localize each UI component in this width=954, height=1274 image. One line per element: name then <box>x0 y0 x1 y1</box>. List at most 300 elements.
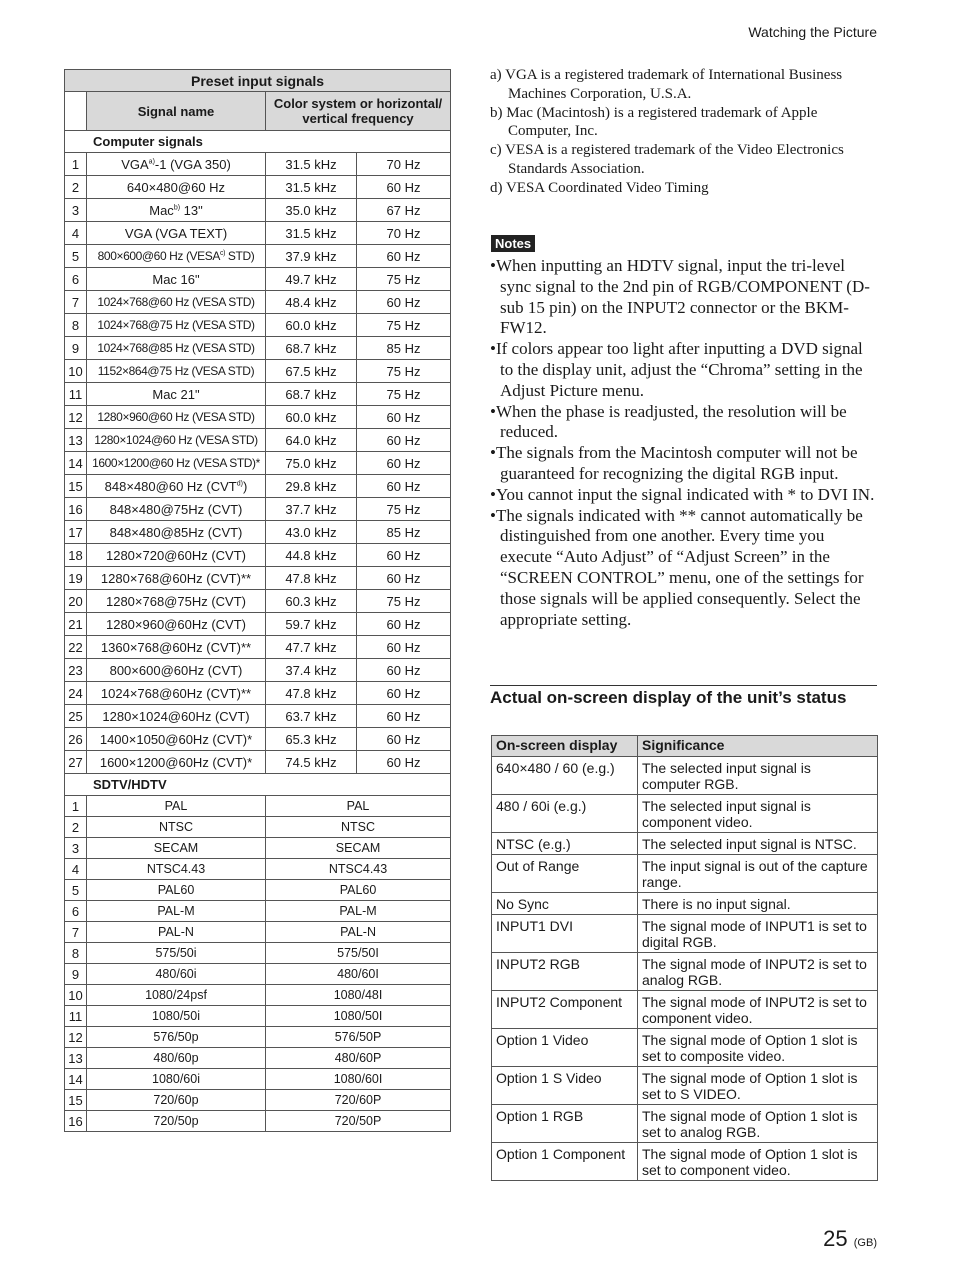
color-system: PAL <box>266 796 451 817</box>
significance: The signal mode of Option 1 slot is set to S VIDEO. <box>638 1067 878 1105</box>
horizontal-frequency: 60.0 kHz <box>266 406 357 429</box>
row-number: 10 <box>65 360 87 383</box>
on-screen-display: Out of Range <box>492 855 638 893</box>
table-row <box>65 176 451 199</box>
color-system: SECAM <box>266 838 451 859</box>
signal-name: PAL-M <box>87 901 266 922</box>
signal-name-text: 1280×1024@60Hz (CVT) <box>102 708 250 724</box>
signal-name-text: 848×480@60 Hz (CVT <box>104 478 237 494</box>
table-row <box>65 1090 451 1111</box>
row-number: 27 <box>65 751 87 774</box>
sdtv-section-row <box>65 774 451 796</box>
notes-list <box>490 256 880 630</box>
table-row <box>65 1027 451 1048</box>
signal-name-suffix: 13" <box>180 202 203 218</box>
signal-name <box>87 567 266 590</box>
table-row <box>65 859 451 880</box>
table-row <box>492 893 878 915</box>
row-number: 9 <box>65 964 87 985</box>
row-number: 19 <box>65 567 87 590</box>
table-row <box>65 199 451 222</box>
table-row <box>492 833 878 855</box>
table-row <box>492 991 878 1029</box>
signal-name <box>87 452 266 475</box>
on-screen-display: Option 1 S Video <box>492 1067 638 1105</box>
table-row <box>65 1006 451 1027</box>
computer-signals-heading: Computer signals <box>65 131 451 153</box>
note-text: When the phase is readjusted, the resolution will be reduced. <box>495 401 847 442</box>
horizontal-frequency: 60.0 kHz <box>266 314 357 337</box>
footnotes <box>490 66 880 198</box>
table-row <box>65 268 451 291</box>
table-row <box>65 751 451 774</box>
status-section-title: Actual on-screen display of the unit’s status <box>490 688 847 707</box>
footnote-mark: c) <box>219 250 225 257</box>
table-row <box>65 590 451 613</box>
significance: The signal mode of Option 1 slot is set to component video. <box>638 1143 878 1181</box>
significance: The input signal is out of the capture range. <box>638 855 878 893</box>
signal-name: 1080/24psf <box>87 985 266 1006</box>
status-display-table <box>491 735 878 1181</box>
color-system: 575/50I <box>266 943 451 964</box>
significance: The signal mode of INPUT2 is set to analog RGB. <box>638 953 878 991</box>
signal-name <box>87 176 266 199</box>
signal-name-text: Mac 21" <box>152 386 200 402</box>
horizontal-frequency: 65.3 kHz <box>266 728 357 751</box>
table-row <box>65 728 451 751</box>
horizontal-frequency: 63.7 kHz <box>266 705 357 728</box>
row-number: 18 <box>65 544 87 567</box>
color-system: 576/50P <box>266 1027 451 1048</box>
table-row <box>492 1143 878 1181</box>
signal-name-text: VGA (VGA TEXT) <box>124 225 228 241</box>
table-row <box>492 757 878 795</box>
color-system: PAL-N <box>266 922 451 943</box>
color-system: 480/60P <box>266 1048 451 1069</box>
row-number: 24 <box>65 682 87 705</box>
note-text: The signals indicated with ** cannot automatically be distinguished from one another. Every time you execute “Auto Adjust” of “Adjust Screen” in the “SCREEN CONTROL” menu, one of the settings for those signals will be applied consequently. Select the appropriate setting. <box>495 505 864 629</box>
computer-section-row <box>65 131 451 153</box>
vertical-frequency: 75 Hz <box>357 590 451 613</box>
horizontal-frequency: 67.5 kHz <box>266 360 357 383</box>
note-item: •You cannot input the signal indicated with * to DVI IN. <box>490 484 875 504</box>
signal-name <box>87 429 266 452</box>
row-number: 11 <box>65 383 87 406</box>
significance: The signal mode of INPUT2 is set to component video. <box>638 991 878 1029</box>
signal-name-text: 1400×1050@60Hz (CVT)* <box>99 731 253 747</box>
row-number: 10 <box>65 985 87 1006</box>
preset-input-signals-table <box>64 69 451 1132</box>
vertical-frequency: 60 Hz <box>357 659 451 682</box>
horizontal-frequency: 49.7 kHz <box>266 268 357 291</box>
on-screen-display: Option 1 Video <box>492 1029 638 1067</box>
signal-name <box>87 636 266 659</box>
vertical-frequency: 85 Hz <box>357 521 451 544</box>
signal-name-text: 1280×720@60Hz (CVT) <box>105 547 247 563</box>
table-row <box>65 985 451 1006</box>
significance: The signal mode of Option 1 slot is set to composite video. <box>638 1029 878 1067</box>
table-row <box>65 521 451 544</box>
signal-name: 720/60p <box>87 1090 266 1111</box>
row-number: 3 <box>65 199 87 222</box>
signal-name-suffix: STD) <box>225 249 255 263</box>
running-header: Watching the Picture <box>748 24 877 40</box>
vertical-frequency: 67 Hz <box>357 199 451 222</box>
signal-name <box>87 705 266 728</box>
color-system: NTSC4.43 <box>266 859 451 880</box>
signal-name <box>87 383 266 406</box>
horizontal-frequency: 59.7 kHz <box>266 613 357 636</box>
row-number: 16 <box>65 498 87 521</box>
vertical-frequency: 60 Hz <box>357 682 451 705</box>
signal-name: SECAM <box>87 838 266 859</box>
signal-name-text: 1280×960@60 Hz (VESA STD) <box>97 410 255 424</box>
signal-name-text: 848×480@75Hz (CVT) <box>109 501 243 517</box>
table-row <box>65 567 451 590</box>
vertical-frequency: 60 Hz <box>357 544 451 567</box>
signal-name <box>87 590 266 613</box>
table-row <box>65 705 451 728</box>
row-number: 15 <box>65 475 87 498</box>
signal-name <box>87 291 266 314</box>
vertical-frequency: 70 Hz <box>357 153 451 176</box>
table-row <box>65 337 451 360</box>
vertical-frequency: 60 Hz <box>357 291 451 314</box>
signal-name <box>87 360 266 383</box>
signal-name-text: 1024×768@85 Hz (VESA STD) <box>97 341 255 355</box>
signal-name-text: 1024×768@60Hz (CVT)** <box>100 685 252 701</box>
row-number: 21 <box>65 613 87 636</box>
note-text: When inputting an HDTV signal, input the tri-level sync signal to the 2nd pin of RGB/COMPONENT (D-sub 15 pin) on the INPUT2 connector or the BKM-FW12. <box>495 256 870 338</box>
horizontal-frequency: 68.7 kHz <box>266 337 357 360</box>
horizontal-frequency: 60.3 kHz <box>266 590 357 613</box>
horizontal-frequency: 37.7 kHz <box>266 498 357 521</box>
row-number: 26 <box>65 728 87 751</box>
horizontal-frequency: 31.5 kHz <box>266 222 357 245</box>
horizontal-frequency: 68.7 kHz <box>266 383 357 406</box>
signal-name-text: 1280×1024@60 Hz (VESA STD) <box>94 433 258 447</box>
signal-name-text: Mac <box>149 202 174 218</box>
horizontal-frequency: 35.0 kHz <box>266 199 357 222</box>
signal-name: 480/60p <box>87 1048 266 1069</box>
horizontal-frequency: 31.5 kHz <box>266 176 357 199</box>
signal-name-text: 1360×768@60Hz (CVT)** <box>100 639 252 655</box>
note-item: •The signals from the Macintosh computer will not be guaranteed for recognizing the digital RGB input. <box>490 443 858 483</box>
table-row <box>65 880 451 901</box>
row-number: 2 <box>65 176 87 199</box>
table-row <box>65 659 451 682</box>
vertical-frequency: 60 Hz <box>357 636 451 659</box>
signal-name: 575/50i <box>87 943 266 964</box>
signal-name: NTSC <box>87 817 266 838</box>
vertical-frequency: 60 Hz <box>357 705 451 728</box>
section-rule <box>490 685 877 686</box>
vertical-frequency: 60 Hz <box>357 567 451 590</box>
table-row <box>65 383 451 406</box>
signal-name <box>87 521 266 544</box>
vertical-frequency: 60 Hz <box>357 429 451 452</box>
signal-name-suffix: -1 (VGA 350) <box>154 156 231 172</box>
signal-name <box>87 406 266 429</box>
signal-name-text: 1024×768@60 Hz (VESA STD) <box>97 295 255 309</box>
preset-table-title: Preset input signals <box>65 70 451 92</box>
row-number: 14 <box>65 1069 87 1090</box>
vertical-frequency: 75 Hz <box>357 268 451 291</box>
table-row <box>65 838 451 859</box>
table-row <box>65 1111 451 1132</box>
row-number: 8 <box>65 943 87 964</box>
horizontal-frequency: 48.4 kHz <box>266 291 357 314</box>
sdtv-heading: SDTV/HDTV <box>65 774 451 796</box>
table-row <box>65 682 451 705</box>
signal-name-text: 1280×768@60Hz (CVT)** <box>100 570 252 586</box>
row-number: 5 <box>65 880 87 901</box>
row-number: 25 <box>65 705 87 728</box>
on-screen-display-header: On-screen display <box>492 736 638 757</box>
vertical-frequency: 85 Hz <box>357 337 451 360</box>
horizontal-frequency: 44.8 kHz <box>266 544 357 567</box>
significance: The selected input signal is computer RGB. <box>638 757 878 795</box>
signal-name-text: Mac 16" <box>152 271 200 287</box>
signal-name-text: 800×600@60Hz (CVT) <box>109 662 243 678</box>
horizontal-frequency: 47.8 kHz <box>266 567 357 590</box>
note-text: The signals from the Macintosh computer will not be guaranteed for recognizing the digital RGB input. <box>495 443 858 483</box>
row-number: 16 <box>65 1111 87 1132</box>
horizontal-frequency: 37.4 kHz <box>266 659 357 682</box>
table-row <box>65 964 451 985</box>
signal-name: 480/60i <box>87 964 266 985</box>
signal-name: 1080/50i <box>87 1006 266 1027</box>
note-text: If colors appear too light after inputting a DVD signal to the display unit, adjust the “Chroma” setting in the Adjust Picture menu. <box>495 339 863 400</box>
table-row <box>65 475 451 498</box>
signal-name <box>87 314 266 337</box>
footnote-mark: d) <box>236 480 243 488</box>
footnote: b) Mac (Macintosh) is a registered trademark of Apple Computer, Inc. <box>490 104 818 139</box>
significance-header: Significance <box>638 736 878 757</box>
table-row <box>65 245 451 268</box>
table-row <box>65 613 451 636</box>
horizontal-frequency: 29.8 kHz <box>266 475 357 498</box>
row-number: 9 <box>65 337 87 360</box>
color-system: NTSC <box>266 817 451 838</box>
color-system: 720/50P <box>266 1111 451 1132</box>
note-item: •When inputting an HDTV signal, input the tri-level sync signal to the 2nd pin of RGB/COMPONENT (D-sub 15 pin) on the INPUT2 connector or the BKM-FW12. <box>490 256 870 338</box>
significance: The selected input signal is NTSC. <box>638 833 878 855</box>
signal-name <box>87 544 266 567</box>
frequency-header: Color system or horizontal/ vertical frequency <box>266 92 451 131</box>
signal-name-suffix: ) <box>242 478 248 494</box>
signal-name-text: VGA <box>121 156 149 172</box>
on-screen-display: 480 / 60i (e.g.) <box>492 795 638 833</box>
signal-name-text: 1600×1200@60Hz (CVT)* <box>99 754 253 770</box>
table-row <box>65 544 451 567</box>
row-number: 13 <box>65 1048 87 1069</box>
color-system: 1080/60I <box>266 1069 451 1090</box>
signal-name: 1080/60i <box>87 1069 266 1090</box>
color-system: 1080/48I <box>266 985 451 1006</box>
on-screen-display: 640×480 / 60 (e.g.) <box>492 757 638 795</box>
table-row <box>65 222 451 245</box>
on-screen-display: No Sync <box>492 893 638 915</box>
signal-name <box>87 751 266 774</box>
signal-name-text: 1600×1200@60 Hz (VESA STD)* <box>92 456 260 470</box>
row-number: 8 <box>65 314 87 337</box>
signal-name: 720/50p <box>87 1111 266 1132</box>
signal-name: 576/50p <box>87 1027 266 1048</box>
table-row <box>65 922 451 943</box>
row-number: 6 <box>65 268 87 291</box>
table-row <box>492 795 878 833</box>
color-system: PAL-M <box>266 901 451 922</box>
horizontal-frequency: 64.0 kHz <box>266 429 357 452</box>
color-system: 1080/50I <box>266 1006 451 1027</box>
table-row <box>492 915 878 953</box>
vertical-frequency: 60 Hz <box>357 728 451 751</box>
footnote: d) VESA Coordinated Video Timing <box>490 179 709 196</box>
table-row <box>492 1105 878 1143</box>
vertical-frequency: 75 Hz <box>357 383 451 406</box>
significance: The selected input signal is component video. <box>638 795 878 833</box>
horizontal-frequency: 75.0 kHz <box>266 452 357 475</box>
signal-name <box>87 222 266 245</box>
vertical-frequency: 60 Hz <box>357 176 451 199</box>
vertical-frequency: 60 Hz <box>357 751 451 774</box>
note-item: •When the phase is readjusted, the resolution will be reduced. <box>490 401 847 442</box>
footnote: c) VESA is a registered trademark of the Video Electronics Standards Association. <box>490 142 844 177</box>
table-row <box>65 796 451 817</box>
vertical-frequency: 75 Hz <box>357 498 451 521</box>
table-row <box>65 314 451 337</box>
significance: The signal mode of Option 1 slot is set to analog RGB. <box>638 1105 878 1143</box>
signal-name <box>87 659 266 682</box>
vertical-frequency: 60 Hz <box>357 613 451 636</box>
note-item: •The signals indicated with ** cannot automatically be distinguished from one another. Every time you execute “Auto Adjust” of “Adjust Screen” in the “SCREEN CONTROL” menu, one of the settings for those signals will be applied consequently. Select the appropriate setting. <box>490 505 864 629</box>
table-row <box>65 360 451 383</box>
table-row <box>492 1029 878 1067</box>
horizontal-frequency: 47.7 kHz <box>266 636 357 659</box>
row-number: 7 <box>65 922 87 943</box>
notes-label: Notes <box>491 235 535 252</box>
footnote-mark: a) <box>148 158 155 166</box>
row-number: 12 <box>65 406 87 429</box>
signal-name: NTSC4.43 <box>87 859 266 880</box>
signal-name <box>87 475 266 498</box>
color-system: PAL60 <box>266 880 451 901</box>
signal-name-text: 640×480@60 Hz <box>126 179 226 195</box>
row-number: 23 <box>65 659 87 682</box>
table-row <box>65 636 451 659</box>
vertical-frequency: 75 Hz <box>357 314 451 337</box>
signal-name <box>87 498 266 521</box>
vertical-frequency: 75 Hz <box>357 360 451 383</box>
vertical-frequency: 60 Hz <box>357 406 451 429</box>
signal-name: PAL60 <box>87 880 266 901</box>
table-row <box>65 429 451 452</box>
horizontal-frequency: 43.0 kHz <box>266 521 357 544</box>
horizontal-frequency: 37.9 kHz <box>266 245 357 268</box>
horizontal-frequency: 74.5 kHz <box>266 751 357 774</box>
on-screen-display: Option 1 RGB <box>492 1105 638 1143</box>
signal-name <box>87 153 266 176</box>
table-row <box>492 953 878 991</box>
vertical-frequency: 60 Hz <box>357 475 451 498</box>
horizontal-frequency: 31.5 kHz <box>266 153 357 176</box>
row-number: 22 <box>65 636 87 659</box>
row-number: 15 <box>65 1090 87 1111</box>
signal-name: PAL-N <box>87 922 266 943</box>
on-screen-display: INPUT2 Component <box>492 991 638 1029</box>
page-number-value: 25 <box>823 1226 848 1251</box>
color-system: 480/60I <box>266 964 451 985</box>
table-row <box>65 817 451 838</box>
on-screen-display: NTSC (e.g.) <box>492 833 638 855</box>
footnote-mark: b) <box>173 204 181 212</box>
color-system: 720/60P <box>266 1090 451 1111</box>
horizontal-frequency: 47.8 kHz <box>266 682 357 705</box>
row-number: 4 <box>65 859 87 880</box>
signal-name-text: 848×480@85Hz (CVT) <box>109 524 243 540</box>
table-row <box>65 943 451 964</box>
table-row <box>65 452 451 475</box>
table-row <box>65 153 451 176</box>
page-number-suffix: (GB) <box>853 1237 877 1249</box>
row-number: 1 <box>65 796 87 817</box>
on-screen-display: INPUT1 DVI <box>492 915 638 953</box>
signal-name-header: Signal name <box>87 92 266 131</box>
signal-name-text: 1024×768@75 Hz (VESA STD) <box>97 318 255 332</box>
row-number: 7 <box>65 291 87 314</box>
vertical-frequency: 60 Hz <box>357 452 451 475</box>
table-row <box>65 291 451 314</box>
table-row <box>492 855 878 893</box>
on-screen-display: INPUT2 RGB <box>492 953 638 991</box>
row-number: 1 <box>65 153 87 176</box>
signal-name <box>87 728 266 751</box>
table-row <box>65 1069 451 1090</box>
row-number: 5 <box>65 245 87 268</box>
significance: The signal mode of INPUT1 is set to digital RGB. <box>638 915 878 953</box>
row-number: 13 <box>65 429 87 452</box>
row-number: 2 <box>65 817 87 838</box>
signal-name-text: 1152×864@75 Hz (VESA STD) <box>97 364 255 378</box>
signal-name-text: 1280×960@60Hz (CVT) <box>105 616 247 632</box>
table-row <box>492 1067 878 1105</box>
signal-name <box>87 199 266 222</box>
row-number: 20 <box>65 590 87 613</box>
row-number: 17 <box>65 521 87 544</box>
row-number: 12 <box>65 1027 87 1048</box>
table-row <box>65 901 451 922</box>
on-screen-display: Option 1 Component <box>492 1143 638 1181</box>
footnote: a) VGA is a registered trademark of International Business Machines Corporation, U.S.A. <box>490 67 843 102</box>
row-number: 4 <box>65 222 87 245</box>
signal-name-text: 1280×768@75Hz (CVT) <box>105 593 247 609</box>
signal-name <box>87 245 266 268</box>
row-number: 6 <box>65 901 87 922</box>
signal-name: PAL <box>87 796 266 817</box>
row-number: 11 <box>65 1006 87 1027</box>
table-row <box>65 498 451 521</box>
vertical-frequency: 70 Hz <box>357 222 451 245</box>
signal-name <box>87 682 266 705</box>
row-number: 3 <box>65 838 87 859</box>
signal-name <box>87 268 266 291</box>
signal-name <box>87 337 266 360</box>
row-number: 14 <box>65 452 87 475</box>
note-item: •If colors appear too light after inputting a DVD signal to the display unit, adjust the “Chroma” setting in the Adjust Picture menu. <box>490 339 863 400</box>
signal-name <box>87 613 266 636</box>
significance: There is no input signal. <box>638 893 878 915</box>
